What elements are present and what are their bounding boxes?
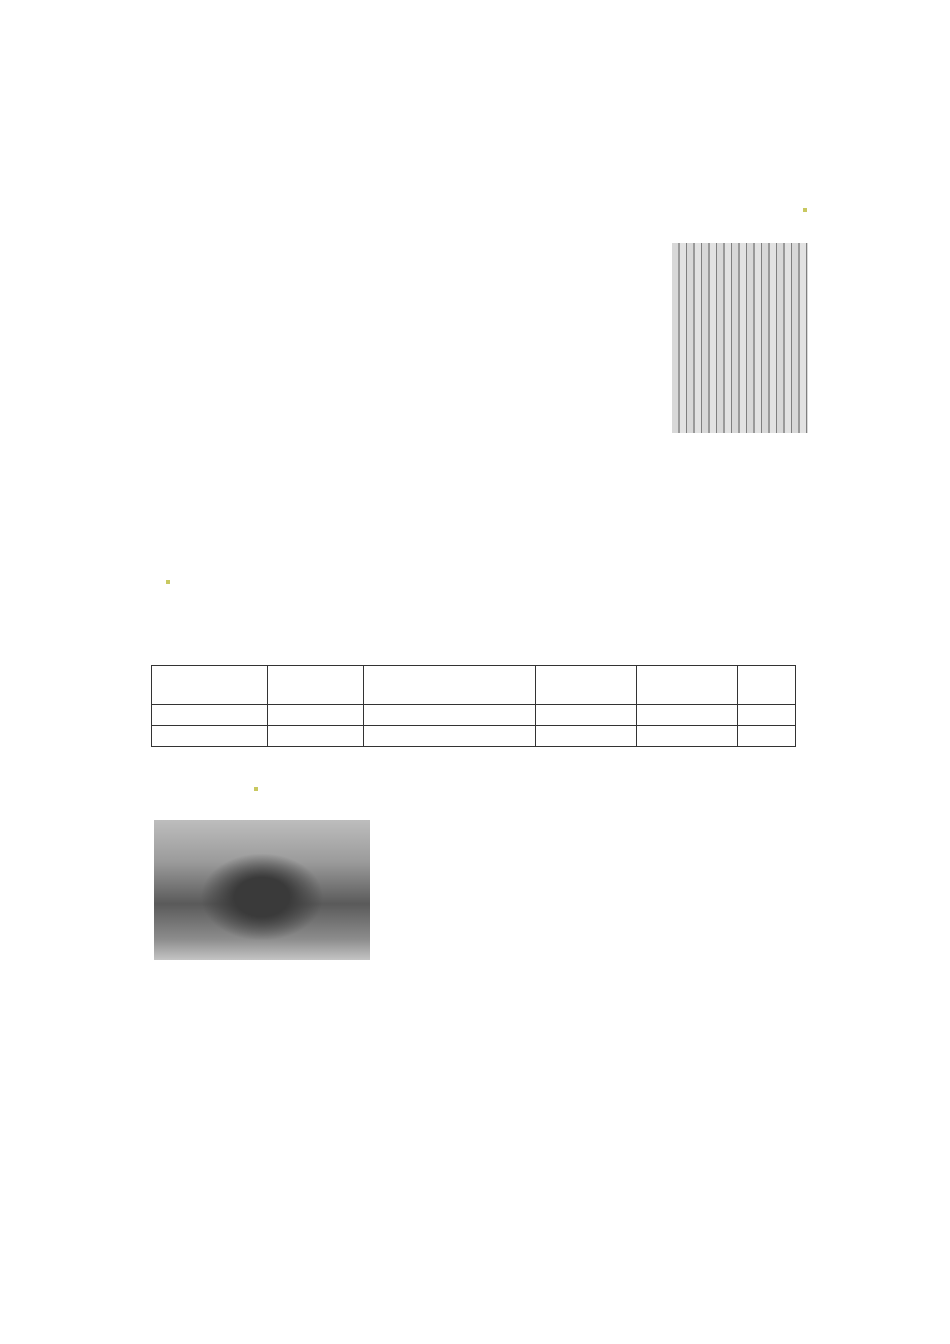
table-cell xyxy=(267,705,363,726)
table-cell xyxy=(637,705,738,726)
ancient-text-image xyxy=(672,243,808,433)
table-cell xyxy=(738,726,796,747)
table-cell xyxy=(536,705,637,726)
marker-dot xyxy=(166,580,170,584)
table-row xyxy=(152,705,796,726)
table-header-cell xyxy=(363,666,536,705)
table-header-cell xyxy=(637,666,738,705)
table-corner-cell xyxy=(152,666,268,705)
photo-jinggangshan-meeting xyxy=(154,820,370,960)
table-cell xyxy=(738,705,796,726)
marker-dot xyxy=(803,208,807,212)
table-cell xyxy=(152,726,268,747)
table-header-cell xyxy=(267,666,363,705)
table-cell xyxy=(536,726,637,747)
table-cell xyxy=(267,726,363,747)
table-cell xyxy=(637,726,738,747)
customs-table xyxy=(151,665,796,747)
table-row xyxy=(152,726,796,747)
table-cell xyxy=(363,705,536,726)
table-cell xyxy=(363,726,536,747)
table-cell xyxy=(152,705,268,726)
marker-dot xyxy=(254,787,258,791)
table-header-row xyxy=(152,666,796,705)
table-header-cell xyxy=(536,666,637,705)
table-header-cell xyxy=(738,666,796,705)
